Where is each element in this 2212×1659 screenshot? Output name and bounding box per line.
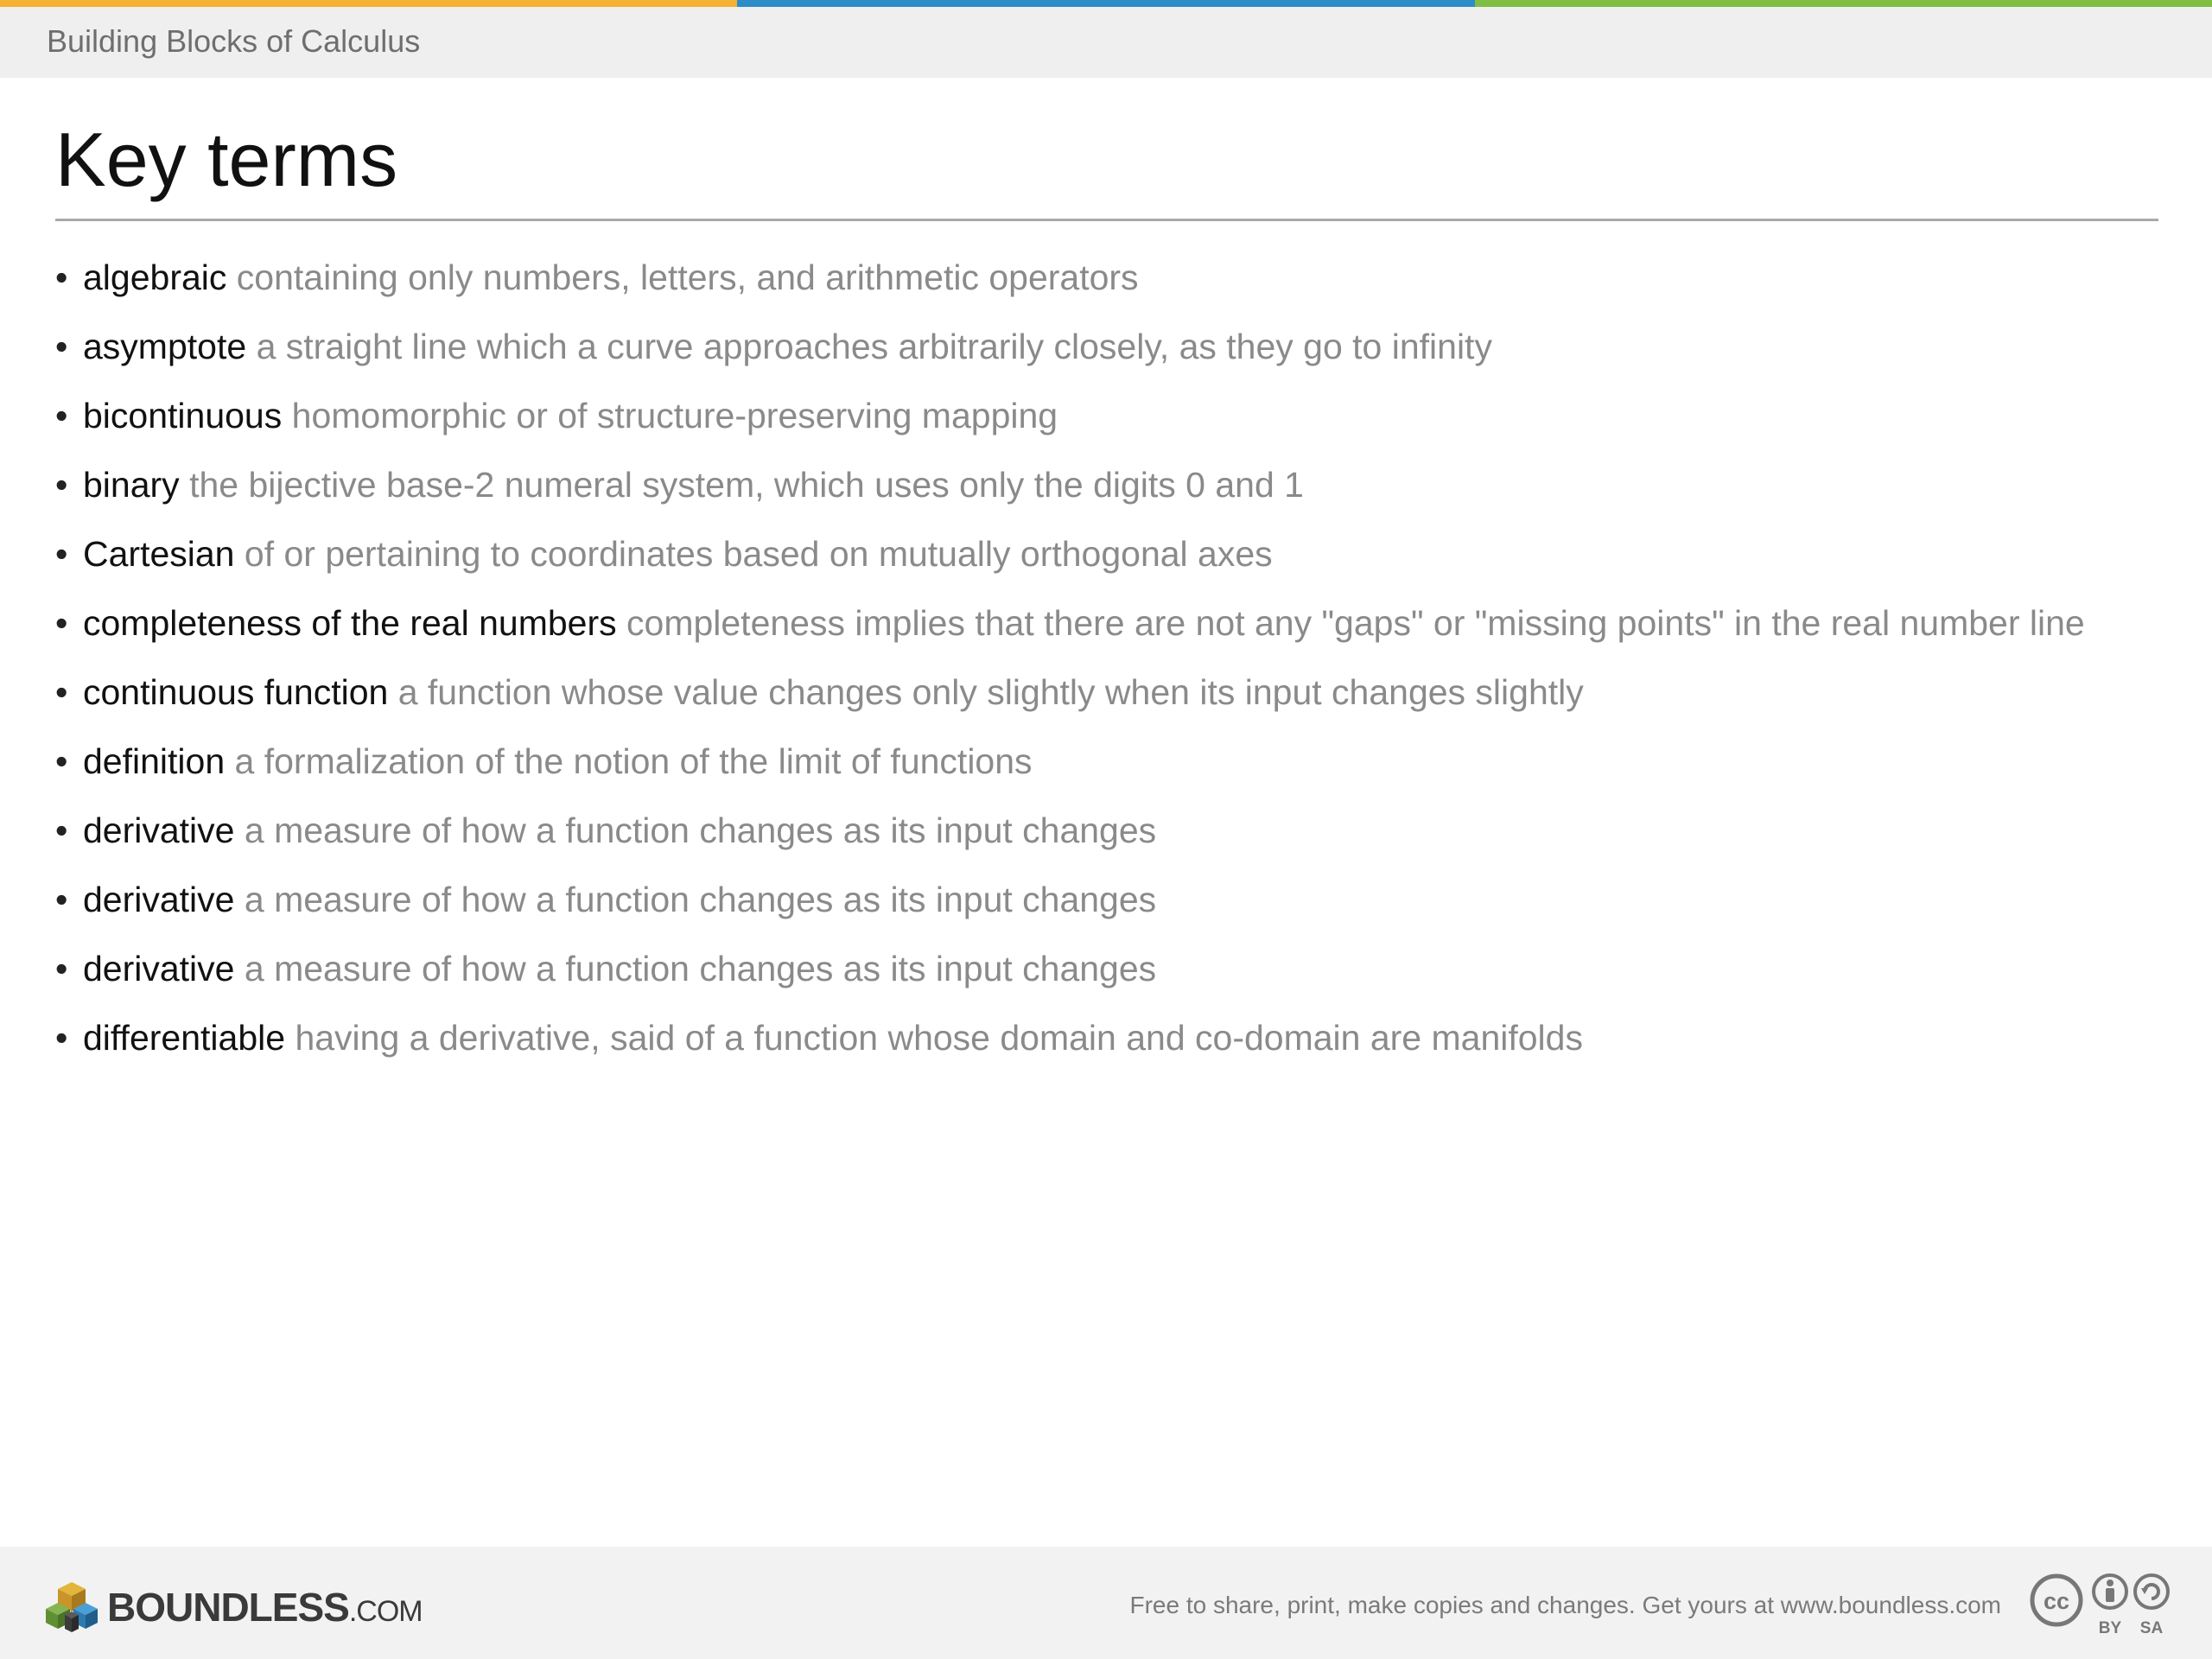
- slide-title: Key terms: [55, 117, 398, 202]
- term-definition: a measure of how a function changes as its input changes: [244, 810, 1157, 850]
- key-terms-list: [55, 256, 2112, 1085]
- term-item: [55, 532, 2112, 576]
- term-word: binary: [83, 465, 180, 505]
- bullet-icon: •: [55, 603, 68, 643]
- bullet-icon: •: [55, 880, 68, 919]
- term-item: [55, 671, 2112, 715]
- svg-text:cc: cc: [2043, 1588, 2070, 1614]
- term-item: [55, 947, 2112, 991]
- term-word: continuous function: [83, 672, 389, 712]
- license-sa-label: SA: [2139, 1619, 2164, 1637]
- bullet-icon: •: [55, 741, 68, 781]
- bullet-icon: •: [55, 396, 68, 435]
- term-definition: homomorphic or of structure-preserving mapping: [291, 396, 1058, 435]
- term-definition: a formalization of the notion of the limit of functions: [234, 741, 1033, 781]
- color-bar-blue: [737, 0, 1474, 7]
- term-word: differentiable: [83, 1018, 286, 1058]
- boundless-logo[interactable]: [45, 1581, 423, 1633]
- logo-name: BOUNDLESS: [107, 1585, 349, 1630]
- term-definition: a function whose value changes only slightly when its input changes slightly: [397, 672, 1584, 712]
- slide-footer: [0, 1547, 2212, 1659]
- license-note: Free to share, print, make copies and changes. Get yours at www.boundless.com: [1129, 1592, 2001, 1618]
- bullet-icon: •: [55, 672, 68, 712]
- bullet-icon: •: [55, 949, 68, 988]
- term-item: [55, 601, 2112, 645]
- term-item: [55, 809, 2112, 853]
- color-bar-green: [1475, 0, 2212, 7]
- deck-title: Building Blocks of Calculus: [47, 23, 421, 59]
- term-item: [55, 394, 2112, 438]
- term-word: definition: [83, 741, 226, 781]
- term-definition: of or pertaining to coordinates based on mutually orthogonal axes: [244, 534, 1273, 574]
- term-definition: containing only numbers, letters, and arithmetic operators: [236, 257, 1139, 297]
- term-item: [55, 878, 2112, 922]
- term-word: algebraic: [83, 257, 227, 297]
- slide-header: [0, 7, 2212, 78]
- bullet-icon: •: [55, 534, 68, 574]
- license-by-label: BY: [2098, 1619, 2122, 1637]
- bullet-icon: •: [55, 810, 68, 850]
- term-item: [55, 463, 2112, 507]
- term-definition: the bijective base-2 numeral system, which uses only the digits 0 and 1: [189, 465, 1304, 505]
- term-word: Cartesian: [83, 534, 235, 574]
- logo-domain-suffix: .COM: [348, 1595, 423, 1628]
- term-word: asymptote: [83, 327, 247, 366]
- bullet-icon: •: [55, 1018, 68, 1058]
- term-item: [55, 1016, 2112, 1060]
- bullet-icon: •: [55, 327, 68, 366]
- term-definition: completeness implies that there are not any "gaps" or "missing points" in the real number line: [626, 603, 2085, 643]
- title-divider: [55, 219, 2158, 221]
- bullet-icon: •: [55, 257, 68, 297]
- term-definition: having a derivative, said of a function whose domain and co-domain are manifolds: [295, 1018, 1583, 1058]
- term-item: [55, 740, 2112, 784]
- cubes-logo-icon: [45, 1580, 99, 1634]
- term-definition: a measure of how a function changes as its input changes: [244, 880, 1157, 919]
- term-definition: a straight line which a curve approaches arbitrarily closely, as they go to infinity: [256, 327, 1492, 366]
- creative-commons-by-sa-icon[interactable]: [2029, 1573, 2176, 1640]
- term-word: derivative: [83, 810, 235, 850]
- color-bar-orange: [0, 0, 737, 7]
- term-word: bicontinuous: [83, 396, 283, 435]
- bullet-icon: •: [55, 465, 68, 505]
- term-item: [55, 325, 2112, 369]
- top-color-bar: [0, 0, 2212, 7]
- logo-wordmark: [107, 1584, 423, 1630]
- term-word: derivative: [83, 880, 235, 919]
- term-word: completeness of the real numbers: [83, 603, 617, 643]
- term-word: derivative: [83, 949, 235, 988]
- term-definition: a measure of how a function changes as its input changes: [244, 949, 1157, 988]
- term-item: [55, 256, 2112, 300]
